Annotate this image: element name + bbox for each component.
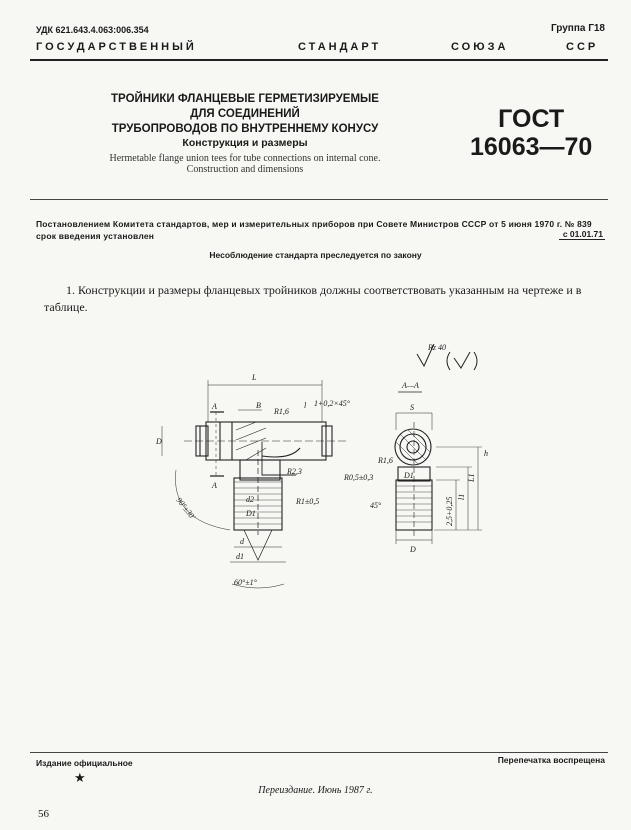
dim-L: L	[252, 373, 257, 382]
title-line: ТРОЙНИКИ ФЛАНЦЕВЫЕ ГЕРМЕТИЗИРУЕМЫЕ	[111, 93, 379, 105]
dim-h: h	[484, 449, 488, 458]
radius-r16: R1,6	[274, 407, 289, 416]
dim-D1: D1	[246, 509, 256, 518]
angle-90: 90°±30'	[174, 495, 198, 522]
dim-L1: L1	[467, 473, 476, 482]
reprint-note: Переиздание. Июнь 1987 г.	[258, 785, 373, 796]
udk-code: УДК 621.643.4.063:006.354	[36, 25, 149, 35]
header-divider	[30, 59, 608, 61]
section-mark-top: А	[212, 402, 217, 411]
roughness-label: Rz 40	[428, 343, 446, 352]
star-mark: ★	[74, 770, 86, 785]
english-title-line: Construction and dimensions	[186, 164, 304, 175]
tee-side-view	[162, 380, 346, 588]
dim-B: B	[256, 401, 261, 410]
dim-l: l	[304, 401, 307, 410]
dim-D-left: D	[156, 437, 162, 446]
dim-S: S	[410, 403, 414, 412]
roughness-symbol	[417, 343, 477, 370]
title-line: ТРУБОПРОВОДОВ ПО ВНУТРЕННЕМУ КОНУСУ	[111, 123, 379, 135]
section-title: А—А	[402, 381, 419, 390]
radius-r23: R2,3	[287, 467, 302, 476]
official-edition: Издание официальное	[36, 758, 133, 768]
technical-drawing	[0, 330, 631, 620]
effective-date: с 01.01.71	[559, 229, 605, 240]
section-paragraph: 1. Конструкции и размеры фланцевых тройников должны соответствовать указанным на чертеже и в таблице.	[44, 283, 582, 314]
page-number: 56	[38, 808, 49, 820]
title-divider	[30, 199, 608, 200]
angle-60: 60°±1°	[234, 578, 257, 587]
document-subtitle: Конструкция и размеры	[182, 137, 308, 149]
group-code: Группа Г18	[550, 23, 605, 34]
document-title	[95, 92, 395, 137]
banner-word: СОЮЗА	[451, 41, 509, 53]
title-line: ДЛЯ СОЕДИНЕНИЙ	[190, 108, 300, 120]
gost-designation	[470, 105, 592, 161]
gost-number: 16063—70	[470, 133, 593, 161]
radius-r16-section: R1,6	[378, 456, 393, 465]
dim-d2: d2	[246, 495, 254, 504]
english-title-line: Hermetable flange union tees for tube connections on internal cone.	[109, 153, 381, 164]
banner-word: ГОСУДАРСТВЕННЫЙ	[36, 41, 197, 53]
angle-45: 45°	[370, 501, 382, 510]
decree-text: Постановлением Комитета стандартов, мер и измерительных приборов при Совете Министров СССР от 5 июня 1970 г. № 839 срок введения установлен	[36, 219, 592, 241]
state-standard-banner	[36, 41, 605, 55]
dim-2-5: 2,5+0,25	[445, 496, 454, 526]
law-notice: Несоблюдение стандарта преследуется по закону	[209, 250, 422, 260]
dim-l1: l1	[457, 493, 466, 500]
english-title	[95, 153, 395, 175]
banner-word: СТАНДАРТ	[298, 41, 382, 53]
reprint-prohibited: Перепечатка воспрещена	[497, 755, 605, 765]
dim-D1-section: D1	[404, 471, 414, 480]
footer-divider	[30, 752, 608, 753]
dim-d1: d1	[236, 552, 244, 561]
radius-r05: R0,5±0,3	[344, 473, 374, 482]
section-view	[395, 392, 482, 544]
dim-D-section: D	[410, 545, 416, 554]
chamfer-note: 1+0,2×45°	[314, 399, 350, 408]
section-mark-bottom: А	[212, 481, 217, 490]
dim-d: d	[240, 537, 244, 546]
radius-r1: R1±0,5	[296, 497, 320, 506]
gost-label: ГОСТ	[498, 105, 565, 133]
banner-word: ССР	[566, 41, 599, 53]
